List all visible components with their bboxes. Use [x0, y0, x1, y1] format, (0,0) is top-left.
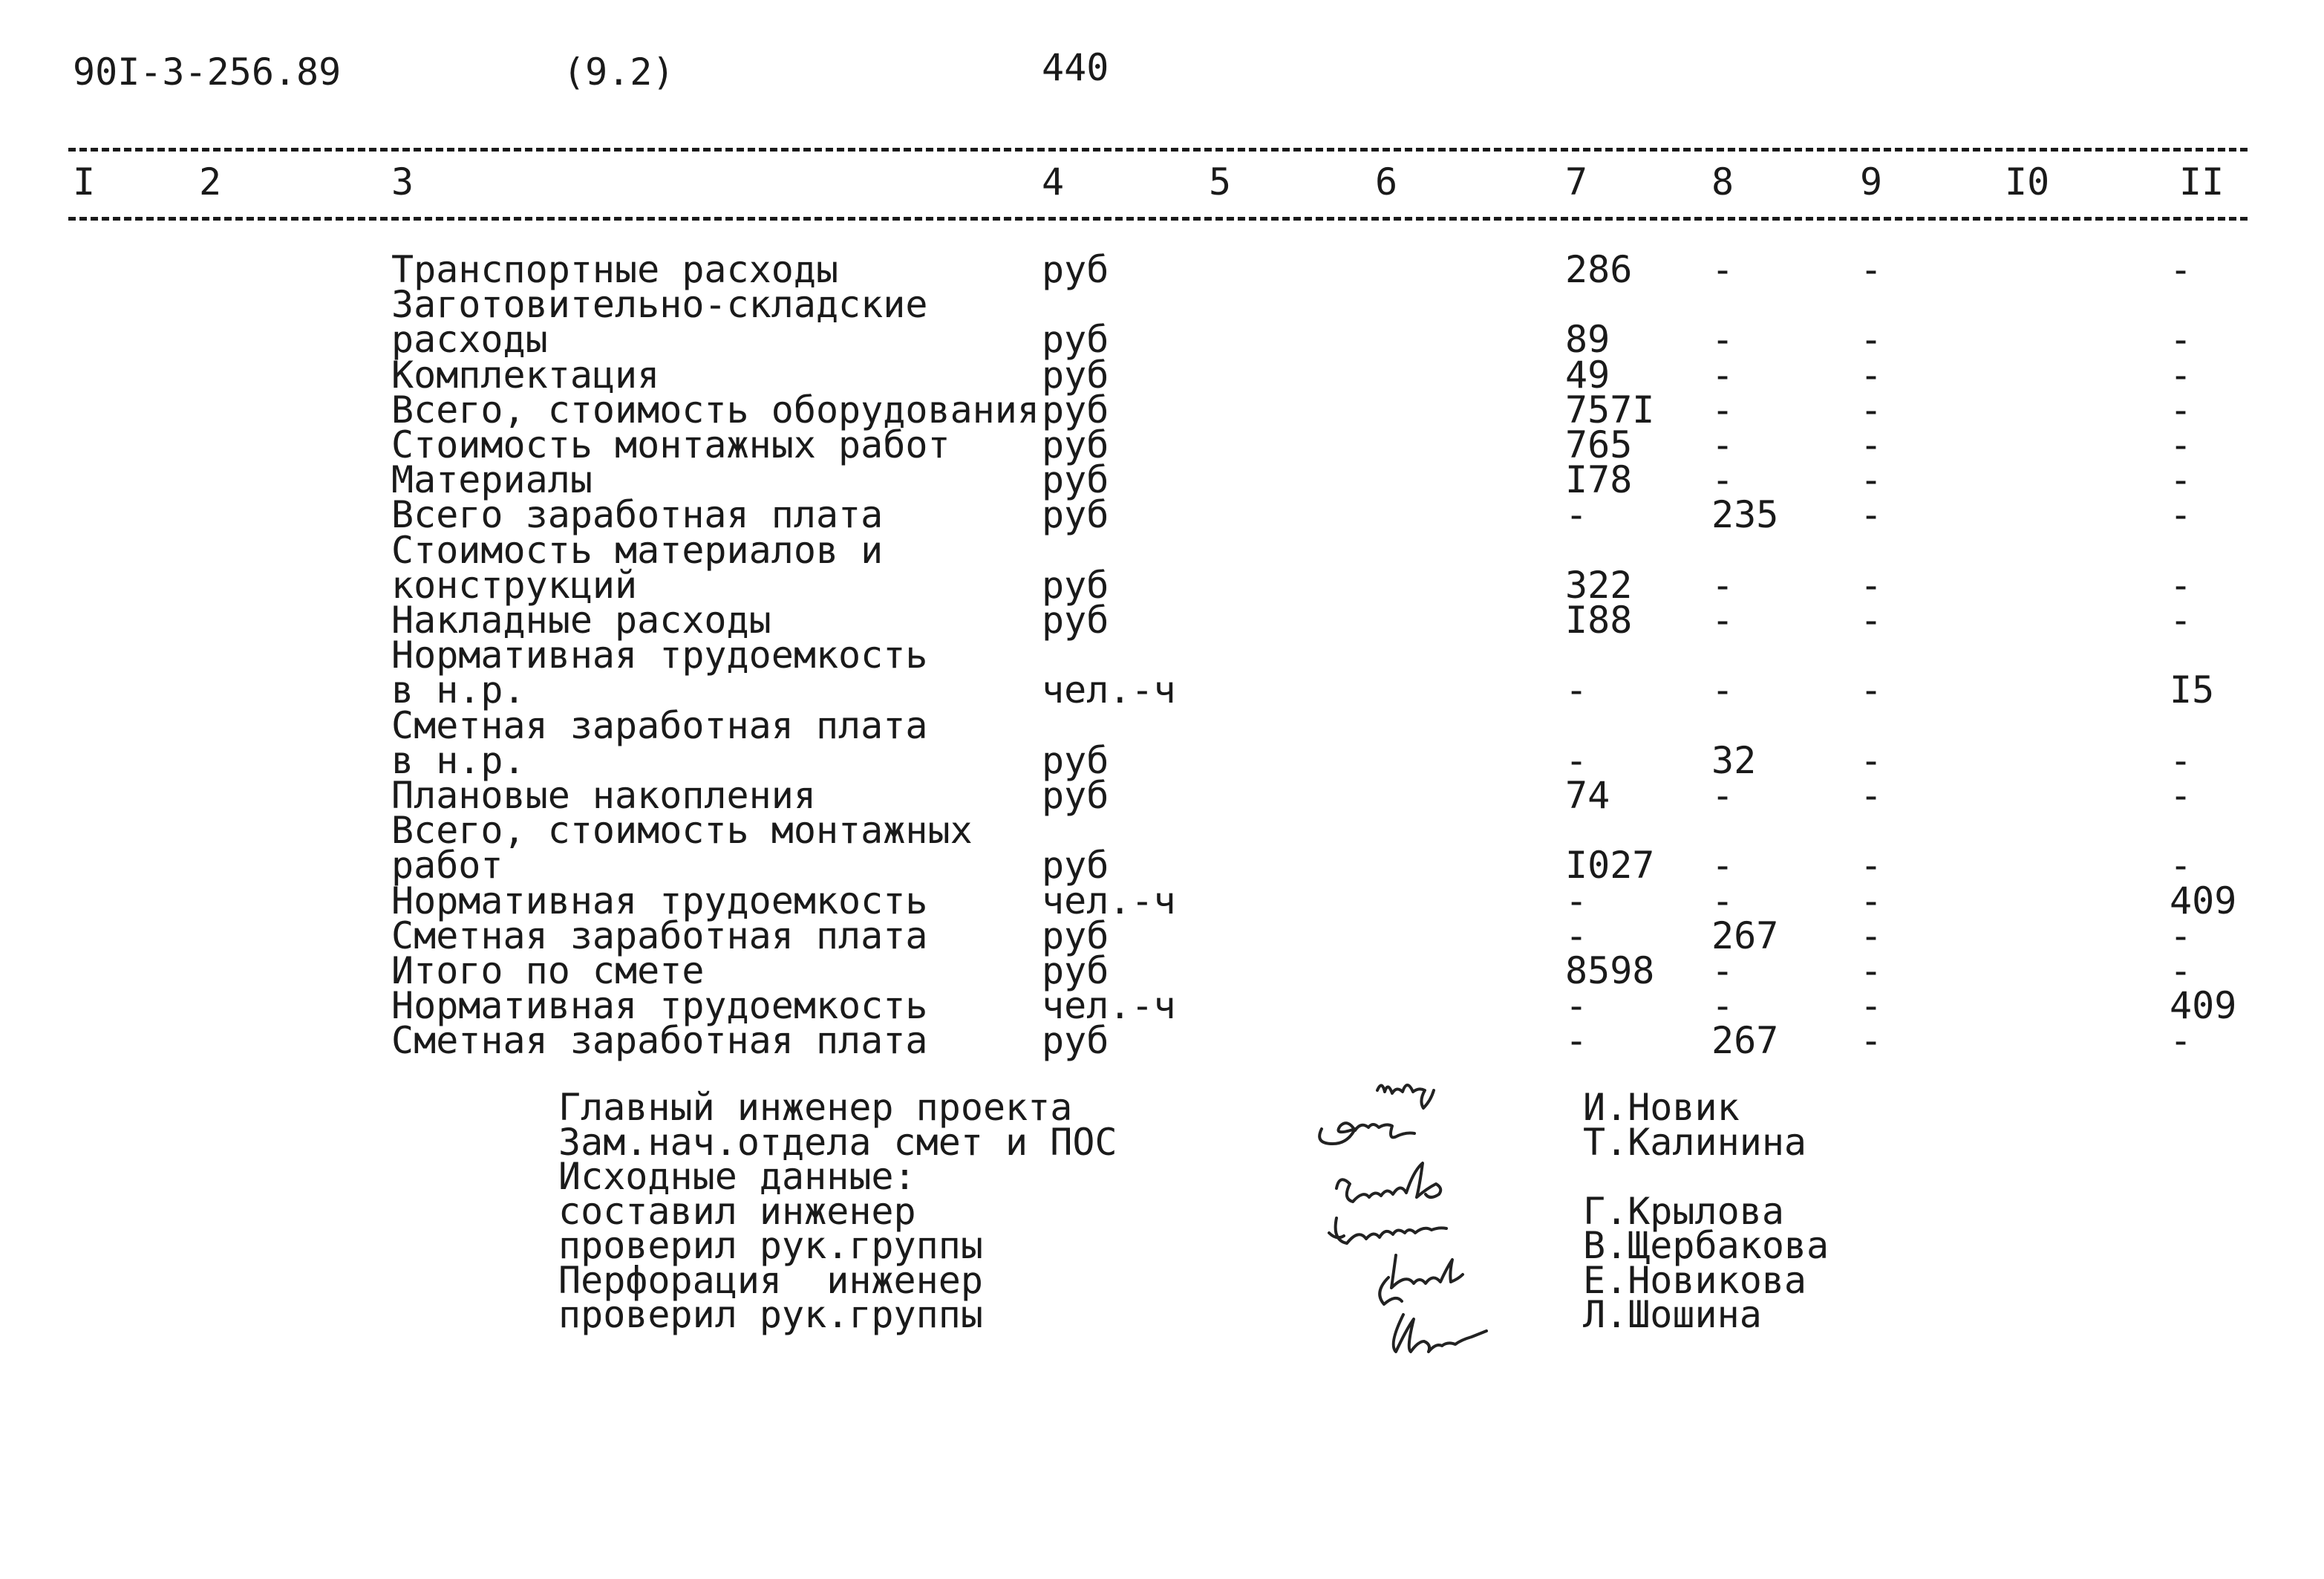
row-value-c11: I5 [2170, 668, 2215, 712]
row-unit: чел.-ч [1042, 668, 1176, 712]
row-unit: чел.-ч [1042, 879, 1176, 922]
row-label: Всего, стоимость монтажных [391, 809, 973, 853]
row-unit: руб [1042, 458, 1109, 502]
signature-mark-2 [1319, 1123, 1414, 1144]
row-value-c8: - [1711, 844, 1734, 888]
signature-role: проверил рук.группы [558, 1224, 983, 1267]
row-value-c9: - [1860, 738, 1883, 782]
row-value-c9: - [1860, 318, 1883, 362]
row-value-c7: 49 [1565, 353, 1610, 397]
signatory-name: Т.Калинина [1583, 1120, 1807, 1164]
column-header-4: 4 [1042, 160, 1065, 204]
row-label: Плановые накопления [391, 774, 816, 817]
row-value-c7: 8598 [1565, 949, 1655, 992]
row-value-c11: - [2170, 423, 2193, 466]
row-value-c8: - [1711, 949, 1734, 992]
row-value-c11: - [2170, 318, 2193, 362]
row-unit: руб [1042, 318, 1109, 362]
row-unit: руб [1042, 599, 1109, 642]
row-label: расходы [391, 318, 548, 362]
table-header-rule [68, 217, 2248, 221]
row-label: работ [391, 844, 503, 888]
row-value-c8: - [1711, 984, 1734, 1028]
row-unit: руб [1042, 388, 1109, 432]
row-label: Стоимость монтажных работ [391, 423, 950, 466]
row-value-c7: - [1565, 493, 1588, 537]
row-label: Сметная заработная плата [391, 703, 928, 747]
column-header-11: II [2179, 160, 2225, 204]
row-unit: руб [1042, 914, 1109, 957]
signature-role: Исходные данные: [558, 1155, 916, 1198]
signature-role: Главный инженер проекта [558, 1086, 1073, 1129]
signature-mark-3 [1336, 1163, 1440, 1202]
row-label: Нормативная трудоемкость [391, 634, 928, 677]
row-value-c8: - [1711, 318, 1734, 362]
row-value-c11: - [2170, 599, 2193, 642]
row-value-c9: - [1860, 423, 1883, 466]
column-header-3: 3 [391, 160, 414, 204]
row-value-c11: 409 [2170, 879, 2237, 922]
row-unit: руб [1042, 493, 1109, 537]
row-value-c11: - [2170, 563, 2193, 607]
row-label: Сметная заработная плата [391, 914, 928, 957]
row-label: Заготовительно-складские [391, 283, 928, 327]
row-value-c8: 32 [1711, 738, 1757, 782]
row-unit: руб [1042, 248, 1109, 291]
row-label: Накладные расходы [391, 599, 771, 642]
row-label: Транспортные расходы [391, 248, 839, 291]
page-number: 440 [1042, 46, 1109, 89]
signature-role: проверил рук.группы [558, 1293, 983, 1336]
row-value-c9: - [1860, 1019, 1883, 1063]
row-value-c9: - [1860, 844, 1883, 888]
row-value-c7: I78 [1565, 458, 1633, 502]
document-code: 90I-3-256.89 [73, 51, 342, 94]
row-value-c9: - [1860, 388, 1883, 432]
signature-role: Перфорация инженер [558, 1258, 983, 1302]
row-value-c7: - [1565, 668, 1588, 712]
signatory-name: В.Щербакова [1583, 1224, 1830, 1267]
row-value-c7: - [1565, 1019, 1588, 1063]
handwritten-signatures [1307, 1070, 1559, 1381]
row-value-c8: 267 [1711, 914, 1779, 957]
row-value-c9: - [1860, 949, 1883, 992]
row-label: Комплектация [391, 353, 660, 397]
row-value-c9: - [1860, 668, 1883, 712]
column-header-8: 8 [1711, 160, 1734, 204]
row-value-c7: - [1565, 738, 1588, 782]
row-value-c8: - [1711, 248, 1734, 291]
row-unit: руб [1042, 353, 1109, 397]
row-label: Всего, стоимость оборудования [391, 388, 1039, 432]
row-value-c9: - [1860, 599, 1883, 642]
row-label: Стоимость материалов и [391, 528, 884, 572]
row-value-c9: - [1860, 248, 1883, 291]
row-label: Материалы [391, 458, 593, 502]
row-value-c11: 409 [2170, 984, 2237, 1028]
column-header-7: 7 [1565, 160, 1588, 204]
signature-mark-6 [1394, 1315, 1486, 1352]
row-value-c8: - [1711, 774, 1734, 817]
row-value-c8: - [1711, 563, 1734, 607]
column-header-10: I0 [2005, 160, 2050, 204]
row-unit: руб [1042, 423, 1109, 466]
row-value-c8: - [1711, 388, 1734, 432]
row-unit: руб [1042, 738, 1109, 782]
row-label: в н.р. [391, 738, 526, 782]
signature-mark-5 [1391, 1255, 1463, 1288]
row-value-c11: - [2170, 738, 2193, 782]
row-label: Всего заработная плата [391, 493, 884, 537]
row-label: конструкций [391, 563, 638, 607]
row-label: Сметная заработная плата [391, 1019, 928, 1063]
row-value-c7: 89 [1565, 318, 1610, 362]
row-value-c9: - [1860, 984, 1883, 1028]
row-value-c7: 765 [1565, 423, 1633, 466]
row-value-c9: - [1860, 493, 1883, 537]
row-label: Итого по смете [391, 949, 705, 992]
row-value-c8: 267 [1711, 1019, 1779, 1063]
row-unit: руб [1042, 1019, 1109, 1063]
row-value-c9: - [1860, 458, 1883, 502]
row-value-c8: - [1711, 599, 1734, 642]
column-header-1: I [73, 160, 96, 204]
row-value-c11: - [2170, 388, 2193, 432]
row-value-c11: - [2170, 353, 2193, 397]
row-label: Нормативная трудоемкость [391, 879, 928, 922]
row-value-c7: 757I [1565, 388, 1655, 432]
row-value-c7: 286 [1565, 248, 1633, 291]
row-value-c11: - [2170, 493, 2193, 537]
row-value-c11: - [2170, 949, 2193, 992]
signatory-name: И.Новик [1583, 1086, 1740, 1129]
row-value-c7: - [1565, 879, 1588, 922]
row-unit: чел.-ч [1042, 984, 1176, 1028]
signatory-name: Л.Шошина [1583, 1293, 1762, 1336]
signature-mark-4 [1336, 1218, 1446, 1243]
column-header-9: 9 [1860, 160, 1883, 204]
row-label: в н.р. [391, 668, 526, 712]
row-value-c11: - [2170, 774, 2193, 817]
row-value-c11: - [2170, 248, 2193, 291]
row-unit: руб [1042, 774, 1109, 817]
row-value-c8: - [1711, 879, 1734, 922]
row-value-c7: 322 [1565, 563, 1633, 607]
row-value-c9: - [1860, 879, 1883, 922]
table-top-rule [68, 148, 2248, 152]
row-value-c9: - [1860, 914, 1883, 957]
column-header-6: 6 [1375, 160, 1398, 204]
row-value-c11: - [2170, 1019, 2193, 1063]
row-value-c7: - [1565, 984, 1588, 1028]
row-label: Нормативная трудоемкость [391, 984, 928, 1028]
row-value-c7: 74 [1565, 774, 1610, 817]
row-value-c7: - [1565, 914, 1588, 957]
row-value-c11: - [2170, 844, 2193, 888]
row-value-c7: I88 [1565, 599, 1633, 642]
signatory-name: Г.Крылова [1583, 1189, 1784, 1233]
row-value-c8: - [1711, 423, 1734, 466]
signature-role: составил инженер [558, 1189, 916, 1233]
signature-role: Зам.нач.отдела смет и ПОС [558, 1120, 1117, 1164]
row-value-c8: - [1711, 668, 1734, 712]
row-value-c11: - [2170, 458, 2193, 502]
row-unit: руб [1042, 563, 1109, 607]
row-unit: руб [1042, 949, 1109, 992]
row-value-c7: I027 [1565, 844, 1655, 888]
section-number: (9.2) [563, 51, 675, 94]
row-value-c8: - [1711, 353, 1734, 397]
row-unit: руб [1042, 844, 1109, 888]
row-value-c11: - [2170, 914, 2193, 957]
row-value-c8: 235 [1711, 493, 1779, 537]
row-value-c9: - [1860, 563, 1883, 607]
signatory-name: Е.Новикова [1583, 1258, 1807, 1302]
signature-mark-1 [1377, 1085, 1434, 1108]
column-header-5: 5 [1209, 160, 1232, 204]
row-value-c9: - [1860, 774, 1883, 817]
row-value-c9: - [1860, 353, 1883, 397]
column-header-2: 2 [199, 160, 222, 204]
row-value-c8: - [1711, 458, 1734, 502]
